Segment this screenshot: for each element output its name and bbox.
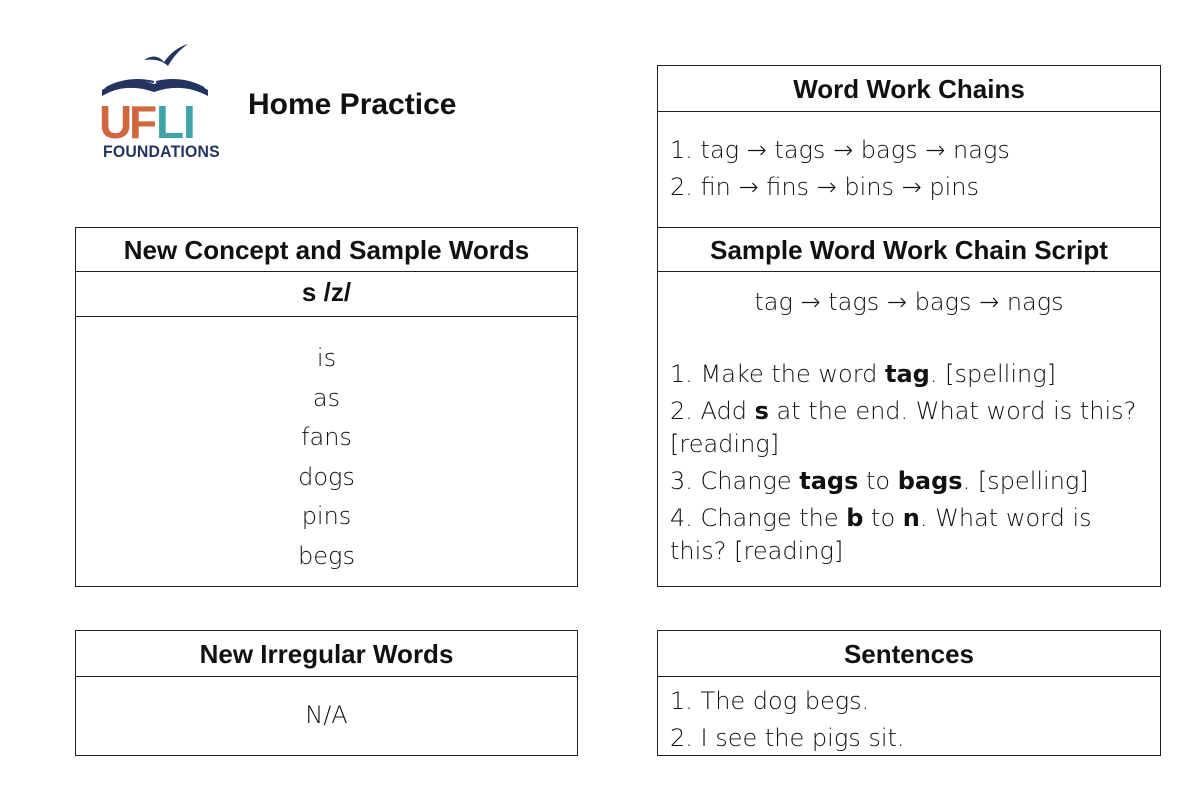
sample-word: is (316, 344, 337, 372)
sample-word: fans (301, 423, 352, 451)
script-header: Sample Word Work Chain Script (658, 228, 1160, 272)
irregular-value: N/A (305, 701, 348, 729)
step-text: . [spelling] (962, 467, 1089, 495)
concept-header: New Concept and Sample Words (76, 228, 577, 272)
step-keyword: tag (885, 360, 930, 388)
step-keyword: tags (799, 467, 859, 495)
svg-text:F: F (129, 96, 158, 148)
irregular-header: New Irregular Words (76, 631, 577, 677)
chain-item: 1. tag → tags → bags → nags (670, 136, 1010, 164)
step-keyword: s (754, 397, 769, 425)
step-text: 3. Change (670, 467, 800, 495)
step-text: at the end. What word is this? [reading] (670, 397, 1137, 458)
step-text: . What word is this? [reading] (670, 504, 1092, 565)
script-step (670, 502, 1148, 568)
chains-header: Word Work Chains (658, 66, 1160, 112)
logo-subtitle: FOUNDATIONS (103, 142, 220, 161)
sample-word: pins (301, 502, 352, 530)
new-concept-panel (75, 227, 578, 587)
page-title: Home Practice (248, 88, 457, 121)
script-step (670, 358, 1148, 391)
word-work-chains-panel (657, 65, 1161, 228)
sentence-item: 2. I see the pigs sit. (670, 724, 905, 752)
step-text: to (863, 504, 903, 532)
irregular-words-panel (75, 630, 578, 756)
svg-text:L: L (156, 96, 185, 148)
step-keyword: bags (897, 467, 963, 495)
step-text: 1. Make the word (670, 360, 886, 388)
svg-text:I: I (183, 96, 196, 148)
step-keyword: n (902, 504, 920, 532)
script-step (670, 395, 1148, 461)
sentences-header: Sentences (658, 631, 1160, 677)
sample-word-list (76, 317, 577, 576)
script-chain: tag → tags → bags → nags (754, 288, 1064, 316)
chains-list (658, 112, 1160, 206)
sentences-list (658, 677, 1160, 757)
sample-word: dogs (298, 462, 355, 491)
sample-word: as (312, 383, 341, 412)
sample-word: begs (298, 541, 355, 570)
sentence-item: 1. The dog begs. (670, 687, 870, 715)
step-keyword: b (846, 504, 864, 532)
step-text: to (858, 467, 898, 495)
sentences-panel (657, 630, 1161, 756)
script-steps (658, 328, 1160, 568)
script-step (670, 465, 1148, 498)
svg-text:U: U (99, 96, 133, 148)
concept-pattern: s /z/ (76, 272, 577, 317)
step-text: . [spelling] (929, 360, 1056, 388)
step-text: 2. Add (670, 397, 755, 425)
bird-icon (144, 44, 188, 66)
chain-script-panel (657, 227, 1161, 587)
chain-item: 2. fin → fins → bins → pins (670, 173, 980, 201)
step-text: 4. Change the (670, 504, 847, 532)
